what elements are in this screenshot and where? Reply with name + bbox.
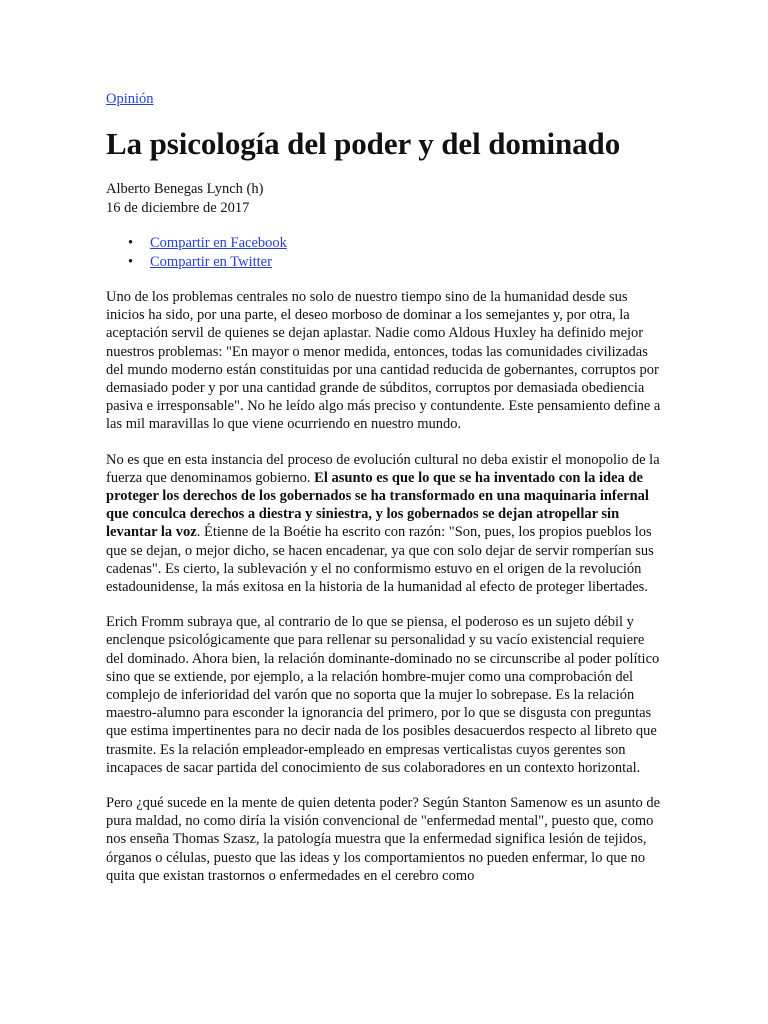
paragraph-2 xyxy=(106,451,662,597)
author-name: Alberto Benegas Lynch (h) xyxy=(106,181,264,197)
bullet-icon: • xyxy=(128,254,134,270)
paragraph-1: Uno de los problemas centrales no solo de nuestro tiempo sino de la humanidad desde sus inicios ha sido, por una parte, el deseo morboso de dominar a los semejantes y, por otra, la aceptación servil de quienes se dejan aplastar. Nadie como Aldous Huxley ha definido mejor nuestros problemas: "En mayor o menor medida, entonces, todas las comunidades civilizadas del mundo moderno están constituidas por una cantidad reducida de gobernantes, corruptos por demasiado poder y por una cantidad grande de súbditos, corruptos por demasiada obediencia pasiva e irresponsable". No he leído algo más preciso y contundente. Este pensamiento define a las mil maravillas lo que viene ocurriendo en nuestro mundo. xyxy=(106,289,661,433)
paragraph-3: Erich Fromm subraya que, al contrario de lo que se piensa, el poderoso es un sujeto débil y enclenque psicológicamente que para rellenar su personalidad y su vacío existencial requiere del dominado. Ahora bien, la relación dominante-dominado no se circunscribe al poder político sino que se extiende, por ejemplo, a la relación hombre-mujer como una comprobación del complejo de inferioridad del varón que no soporta que la mujer lo sobrepase. Es la relación maestro-alumno para esconder la ignorancia del primero, por lo que se disgusta con preguntas que estima impertinentes para no decir nada de los posibles desacuerdos respecto al libreto que trasmite. Es la relación empleador-empleado en empresas verticalistas cuyos gerentes son incapaces de sacar partida del conocimiento de sus colaboradores en un contexto horizontal. xyxy=(106,614,660,776)
paragraph-2-intro: No es que en esta instancia del proceso de evolución cultural no deba existir el monopolio de la fuerza que denominamos gobierno. xyxy=(106,451,660,486)
article-body xyxy=(106,288,662,902)
article-title: La psicología del poder y del dominado xyxy=(106,126,621,161)
share-item-facebook xyxy=(106,234,287,253)
share-list xyxy=(106,234,287,272)
category-link[interactable]: Opinión xyxy=(106,91,154,107)
publish-date: 16 de diciembre de 2017 xyxy=(106,200,250,216)
share-twitter-link[interactable]: Compartir en Twitter xyxy=(150,254,272,270)
byline xyxy=(106,180,263,218)
share-facebook-link[interactable]: Compartir en Facebook xyxy=(150,235,287,251)
share-item-twitter xyxy=(106,253,287,272)
paragraph-2-rest: . Étienne de la Boétie ha escrito con razón: "Son, pues, los propios pueblos los que se dejan, o mejor dicho, se hacen encadenar, ya que con solo dejar de servir romperían sus cadenas". Es cierto, la sublevación y el no conformismo estuvo en el origen de la revolución estadounidense, la más exitosa en la historia de la humanidad al efecto de proteger libertades. xyxy=(106,524,654,596)
bullet-icon: • xyxy=(128,235,134,251)
paragraph-2-bold: El asunto es que lo que se ha inventado con la idea de proteger los derechos de los gobernados se ha transformado en una maquinaria infernal que conculca derechos a diestra y siniestra, y los gobernados se dejan atropellar sin levantar la voz xyxy=(106,469,649,541)
paragraph-4: Pero ¿qué sucede en la mente de quien detenta poder? Según Stanton Samenow es un asunto de pura maldad, no como diría la visión convencional de "enfermedad mental", puesto que, como nos enseña Thomas Szasz, la patología muestra que la enfermedad significa lesión de tejidos, órganos o células, puesto que las ideas y los comportamientos no pueden enfermar, lo que no quita que existan trastornos o enfermedades en el cerebro como xyxy=(106,795,661,884)
